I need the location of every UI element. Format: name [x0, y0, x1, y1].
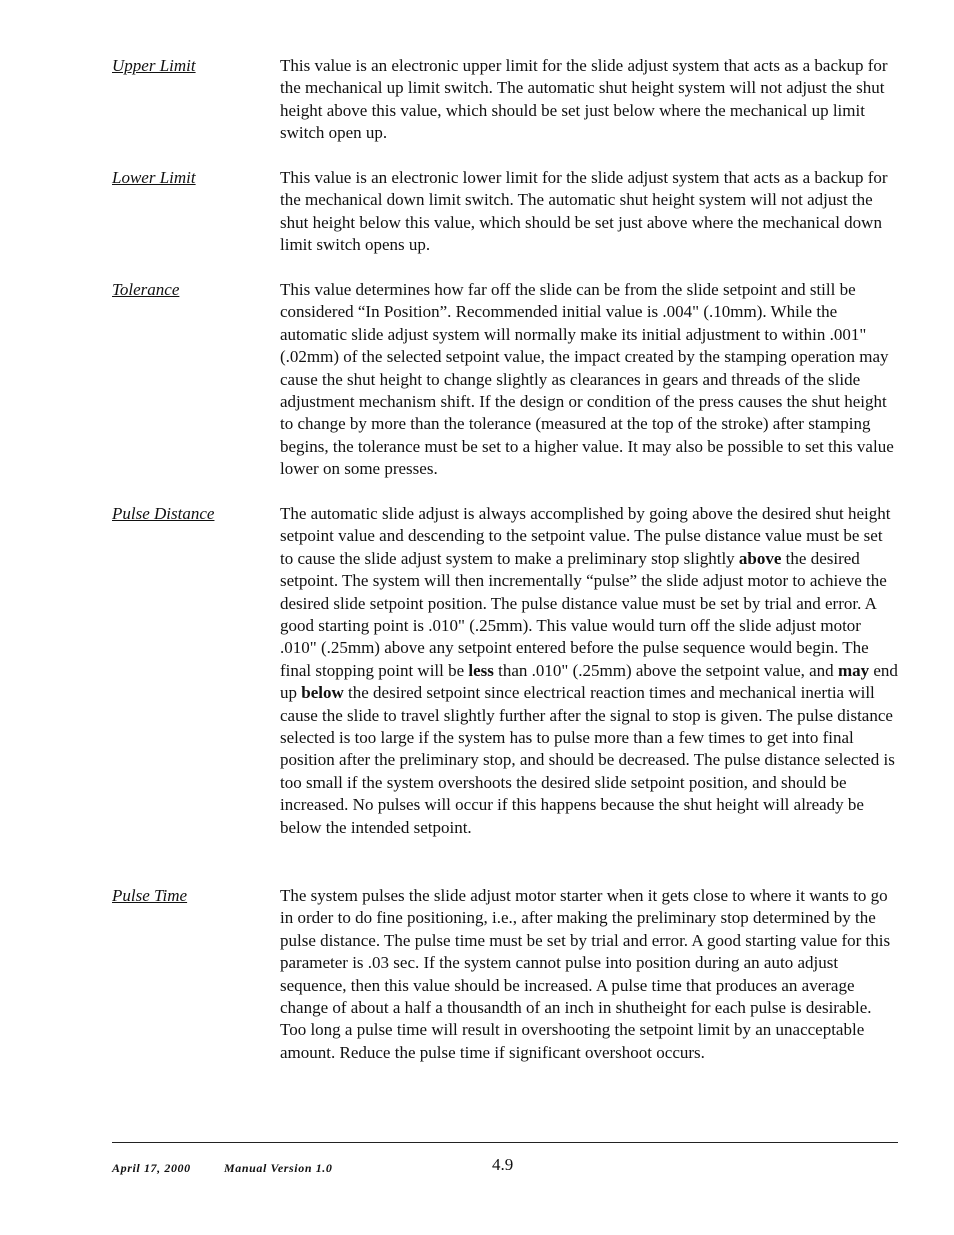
body-text: end up	[280, 660, 898, 703]
description-lower-limit	[280, 167, 900, 257]
description-pulse-distance	[280, 503, 900, 839]
term-pulse-time: Pulse Time	[112, 886, 188, 905]
term-upper-limit: Upper Limit	[112, 56, 196, 75]
term-lower-limit: Lower Limit	[112, 168, 196, 187]
emphasis-text: less	[468, 660, 494, 680]
emphasis-text: may	[837, 660, 870, 680]
body-text: the desired setpoint since electrical reaction times and mechanical inertia will cause the slide to travel slightly further after the signal to stop is given. The pulse distance selected is too large if the system has to pulse more than a few times to get into final position after the preliminary stop, and should be decreased. The pulse distance selected is too small if the system overshoots the desired slide setpoint position, and should be increased. No pulses will occur if this happens because the shut height will already be below the intended setpoint.	[280, 683, 895, 837]
body-text: The automatic slide adjust is always accomplished by going above the desired shut height setpoint value and descending to the setpoint value. The pulse distance value must be set to cause the slide adjust system to make a preliminary stop slightly	[280, 504, 891, 568]
term-pulse-distance: Pulse Distance	[112, 504, 215, 523]
body-text: This value is an electronic lower limit for the slide adjust system that acts as a backup for the mechanical down limit switch. The automatic shut height system will not adjust the shut height below this value, which should be set just above where the mechanical down limit switch opens up.	[280, 168, 888, 255]
description-pulse-time	[280, 885, 900, 1064]
footer-date: April 17, 2000	[112, 1161, 191, 1175]
emphasis-text: below	[301, 683, 344, 703]
body-text: the desired setpoint. The system will then incrementally “pulse” the slide adjust motor to achieve the desired slide setpoint position. The pulse distance value must be set by trial and error. A good starting point is .010" (.25mm). This value would turn off the slide adjust motor .010" (.25mm) above any setpoint entered before the pulse sequence would begin. The final stopping point will be	[280, 548, 887, 680]
description-tolerance	[280, 279, 900, 481]
description-upper-limit	[280, 55, 900, 145]
body-text: than .010" (.25mm) above the setpoint value, and	[493, 660, 838, 680]
page-number: 4.9	[492, 1155, 514, 1174]
footer-manual-version: Manual Version 1.0	[224, 1161, 333, 1175]
footer-divider	[112, 1142, 898, 1143]
body-text: This value determines how far off the slide can be from the slide setpoint and still be considered “In Position”. Recommended initial value is .004" (.10mm). While the automatic slide adjust system will normally make its initial adjustment to within .001" (.02mm) of the selected setpoint value, the impact created by the stamping operation may cause the shut height to change slightly as clearances in gears and threads of the slide adjustment mechanism shift. If the design or condition of the press causes the shut height to change by more than the tolerance (measured at the top of the stroke) after stamping begins, the tolerance must be set to a higher value. It may also be possible to set this value lower on some presses.	[280, 280, 894, 479]
emphasis-text: above	[738, 548, 782, 568]
body-text: This value is an electronic upper limit for the slide adjust system that acts as a backup for the mechanical up limit switch. The automatic shut height system will not adjust the shut height above this value, which should be set just below where the mechanical up limit switch open up.	[280, 56, 888, 143]
body-text: The system pulses the slide adjust motor starter when it gets close to where it wants to go in order to do fine positioning, i.e., after making the preliminary stop determined by the pulse distance. The pulse time must be set by trial and error. A good starting value for this parameter is .03 sec. If the system cannot pulse into position during an auto adjust sequence, then this value should be increased. A pulse time that produces an average change of about a half a thousandth of an inch in shutheight for each pulse is desirable. Too long a pulse time will result in overshooting the setpoint limit by an unacceptable amount. Reduce the pulse time if significant overshoot occurs.	[280, 886, 891, 1062]
term-tolerance: Tolerance	[112, 280, 180, 299]
